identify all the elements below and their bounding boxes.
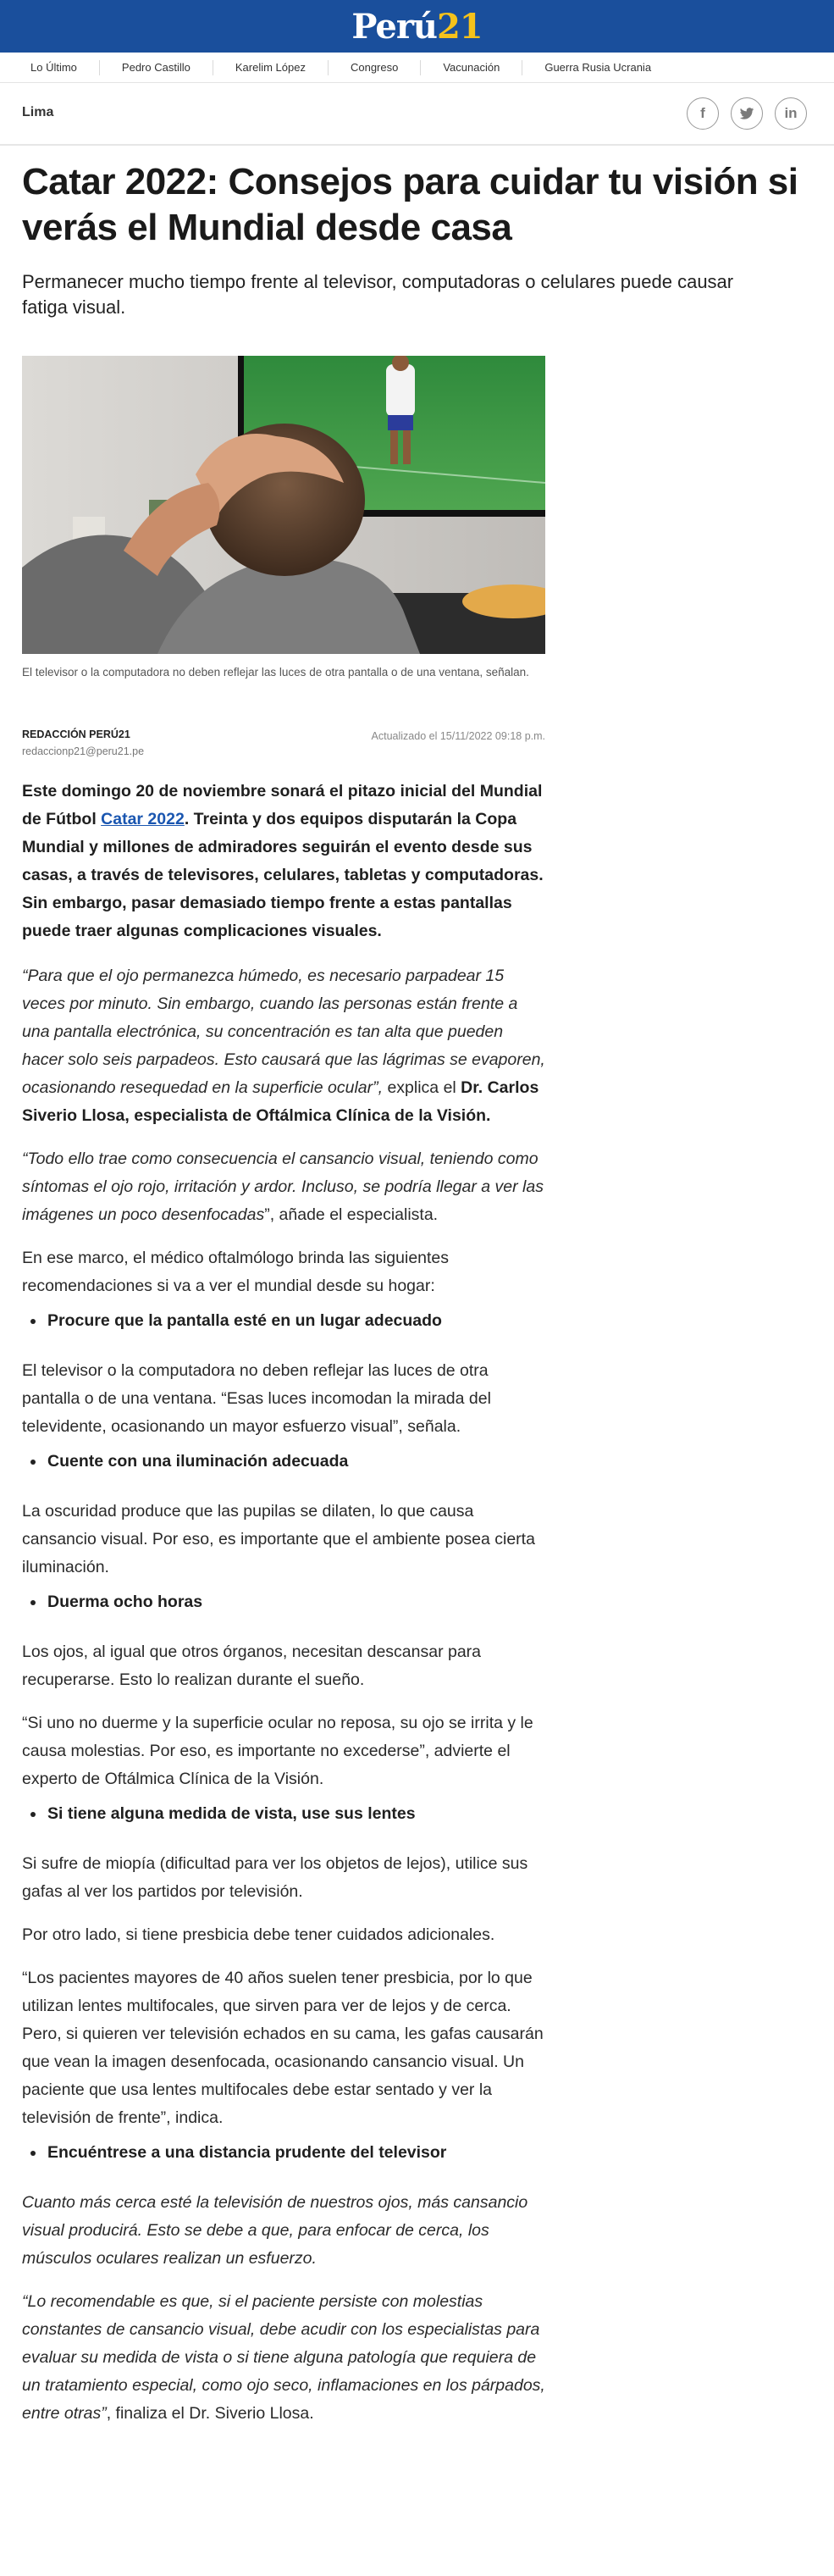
recommendation-list [22,1307,549,1335]
nav-item-lo-ultimo[interactable]: Lo Último [8,60,100,75]
recommendation-item: Procure que la pantalla esté en un lugar adecuado [22,1307,549,1335]
nav-item-vacunacion[interactable]: Vacunación [421,60,522,75]
article-title: Catar 2022: Consejos para cuidar tu visión si verás el Mundial desde casa [22,161,798,248]
article-photo [22,356,545,654]
paragraph [22,2189,549,2273]
linkedin-share-button[interactable] [775,97,807,130]
linkedin-icon: in [784,105,798,121]
author-name[interactable]: REDACCIÓN PERÚ21 [22,728,130,740]
recommendation-item: Cuente con una iluminación adecuada [22,1448,549,1476]
recommendation-list [22,1588,549,1616]
paragraph-text: ”, añade el especialista. [264,1205,439,1224]
recommendation-item: Si tiene alguna medida de vista, use sus lentes [22,1800,549,1828]
paragraph: La oscuridad produce que las pupilas se dilaten, lo que causa cansancio visual. Por eso, es importante que el ambiente posea cierta iluminación. [22,1502,535,1576]
lead-text-start: Este domingo 20 de noviembre sonará el pitazo inicial del Mundial de Fútbol [22,782,543,828]
site-header [0,0,834,53]
section-bar [0,83,834,146]
site-logo[interactable] [351,7,482,47]
paragraph: “Los pacientes mayores de 40 años suelen tener presbicia, por lo que utilizan lentes multifocales, que sirven para ver de lejos y de cerca. Pero, si quieren ver televisión echados en su cama, les gafas causarán que vean la imagen desenfocada, ocasionando cansancio visual. Un paciente que usa lentes multifocales debe estar sentado y ver la televisión de frente”, indica. [22,1969,544,2127]
recommendation-item: Duerma ocho horas [22,1588,549,1616]
twitter-icon [739,106,754,121]
catar-2022-link[interactable]: Catar 2022 [101,810,185,828]
quote-text: “Todo ello trae como consecuencia el cansancio visual, teniendo como síntomas el ojo rojo, irritación y ardor. Incluso, se podría llegar a ver las imágenes un poco desenfocadas [22,1150,544,1224]
logo-text: Perú [351,6,437,47]
paragraph [22,2288,549,2428]
paragraph-text: , finaliza el Dr. Siverio Llosa. [106,2404,314,2423]
paragraph: Los ojos, al igual que otros órganos, necesitan descansar para recuperarse. Esto lo realizan durante el sueño. [22,1643,482,1689]
updated-date: Actualizado el 15/11/2022 09:18 p.m. [371,730,545,742]
paragraph: Si sufre de miopía (dificultad para ver los objetos de lejos), utilice sus gafas al ver los partidos por televisión. [22,1854,528,1901]
paragraph [22,962,549,1130]
paragraph: “Si uno no duerme y la superficie ocular no reposa, su ojo se irrita y le causa molestias. Por eso, es importante no excederse”, advierte el experto de Oftálmica Clínica de la Visión. [22,1714,533,1788]
quote-text: “Para que el ojo permanezca húmedo, es necesario parpadear 15 veces por minuto. Sin embargo, cuando las personas están frente a una pantalla electrónica, su concentración es tan alta que pueden hacer solo seis parpadeos. Esto causará que las lágrimas se evaporen, ocasionando resequedad en la superficie ocular”, [22,967,545,1097]
paragraph: El televisor o la computadora no deben reflejar las luces de otra pantalla o de una ventana. “Esas luces incomodan la mirada del televidente, ocasionando un mayor esfuerzo visual”, señala. [22,1361,491,1436]
paragraph-text: explica el [383,1078,461,1097]
recommendation-item: Encuéntrese a una distancia prudente del televisor [22,2139,549,2167]
lead-paragraph [22,778,549,945]
paragraph: Por otro lado, si tiene presbicia debe tener cuidados adicionales. [22,1925,495,1944]
twitter-share-button[interactable] [731,97,763,130]
facebook-icon: f [700,105,705,121]
paragraph: En ese marco, el médico oftalmólogo brinda las siguientes recomendaciones si va a ver el mundial desde su hogar: [22,1249,450,1295]
section-label[interactable]: Lima [22,105,54,119]
recommendation-list [22,1448,549,1476]
recommendation-list [22,1800,549,1828]
doctor-name: Dr. Carlos Siverio Llosa, especialista de Oftálmica Clínica de la Visión. [22,1078,539,1125]
photo-caption: El televisor o la computadora no deben reflejar las luces de otra pantalla o de una ventana, señalan. [22,666,529,679]
nav-item-guerra-rusia-ucrania[interactable]: Guerra Rusia Ucrania [544,60,652,74]
quote-text: “Lo recomendable es que, si el paciente persiste con molestias constantes de cansancio visual, debe acudir con los especialistas para evaluar su medida de vista o si tiene alguna patología que requiera de un tratamiento especial, como ojo seco, inflamaciones en los párpados, entre otras” [22,2292,545,2423]
recommendation-list [22,2139,549,2167]
nav-item-karelim-lopez[interactable]: Karelim López [213,60,329,75]
nav-item-congreso[interactable]: Congreso [329,60,421,75]
italic-text: Cuanto más cerca esté la televisión de nuestros ojos, más cansancio visual producirá. Esto se debe a que, para enfocar de cerca, los músculos oculares realizan un esfuerzo. [22,2193,528,2268]
main-nav [0,53,834,83]
author-email[interactable]: redaccionp21@peru21.pe [22,745,145,757]
paragraph [22,1145,549,1229]
photo-illustration [22,356,545,654]
facebook-share-button[interactable] [687,97,719,130]
article-subtitle: Permanecer mucho tiempo frente al televisor, computadoras o celulares puede causar fatiga visual. [22,271,734,318]
nav-item-pedro-castillo[interactable]: Pedro Castillo [100,60,213,75]
article-body [22,778,549,2443]
lead-text-end: . Treinta y dos equipos disputarán la Copa Mundial y millones de admiradores seguirán el evento desde sus casas, a través de televisores, celulares, tabletas y computadoras. Sin embargo, pasar demasiado tiempo frente a estas pantallas puede traer algunas complicaciones visuales. [22,810,544,940]
logo-number: 21 [436,6,483,47]
